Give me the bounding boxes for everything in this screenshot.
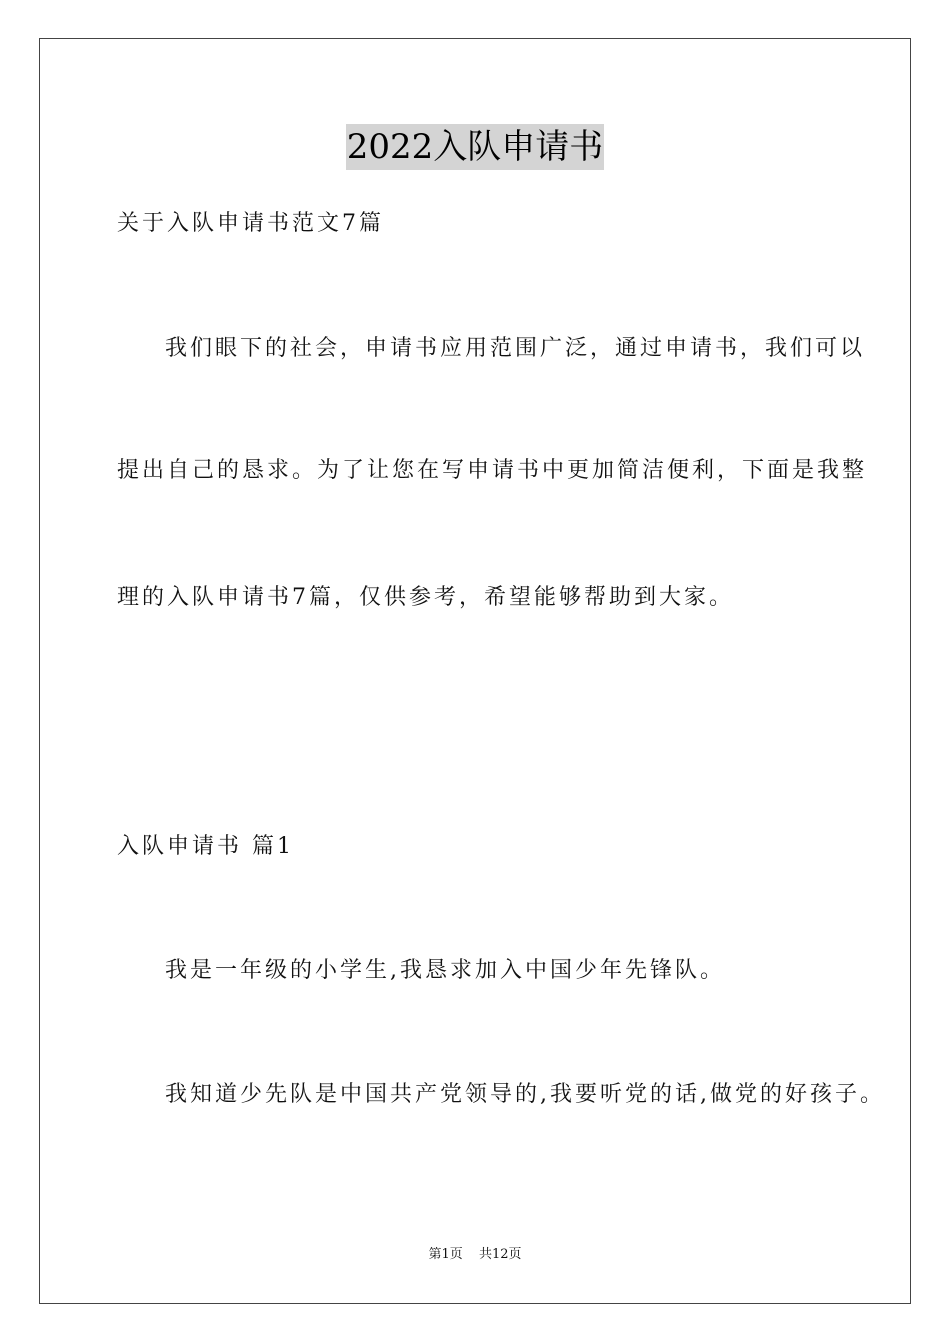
section-heading: 入队申请书 篇1	[117, 834, 294, 859]
page-footer	[0, 1246, 950, 1264]
body-paragraph-2: 我知道少先队是中国共产党领导的,我要听党的话,做党的好孩子。	[165, 1082, 885, 1107]
intro-line-2: 提出自己的恳求。为了让您在写申请书中更加简洁便利，下面是我整	[117, 458, 868, 483]
document-subtitle: 关于入队申请书范文7篇	[117, 211, 384, 236]
title-container	[0, 124, 950, 170]
intro-line-1: 我们眼下的社会，申请书应用范围广泛，通过申请书，我们可以	[165, 336, 866, 361]
body-paragraph-1: 我是一年级的小学生,我恳求加入中国少年先锋队。	[165, 958, 725, 983]
page-number: 第1页	[428, 1247, 463, 1262]
document-title: 2022入队申请书	[346, 124, 605, 170]
intro-line-3: 理的入队申请书7篇，仅供参考，希望能够帮助到大家。	[117, 585, 734, 610]
page-total: 共12页	[478, 1247, 522, 1262]
